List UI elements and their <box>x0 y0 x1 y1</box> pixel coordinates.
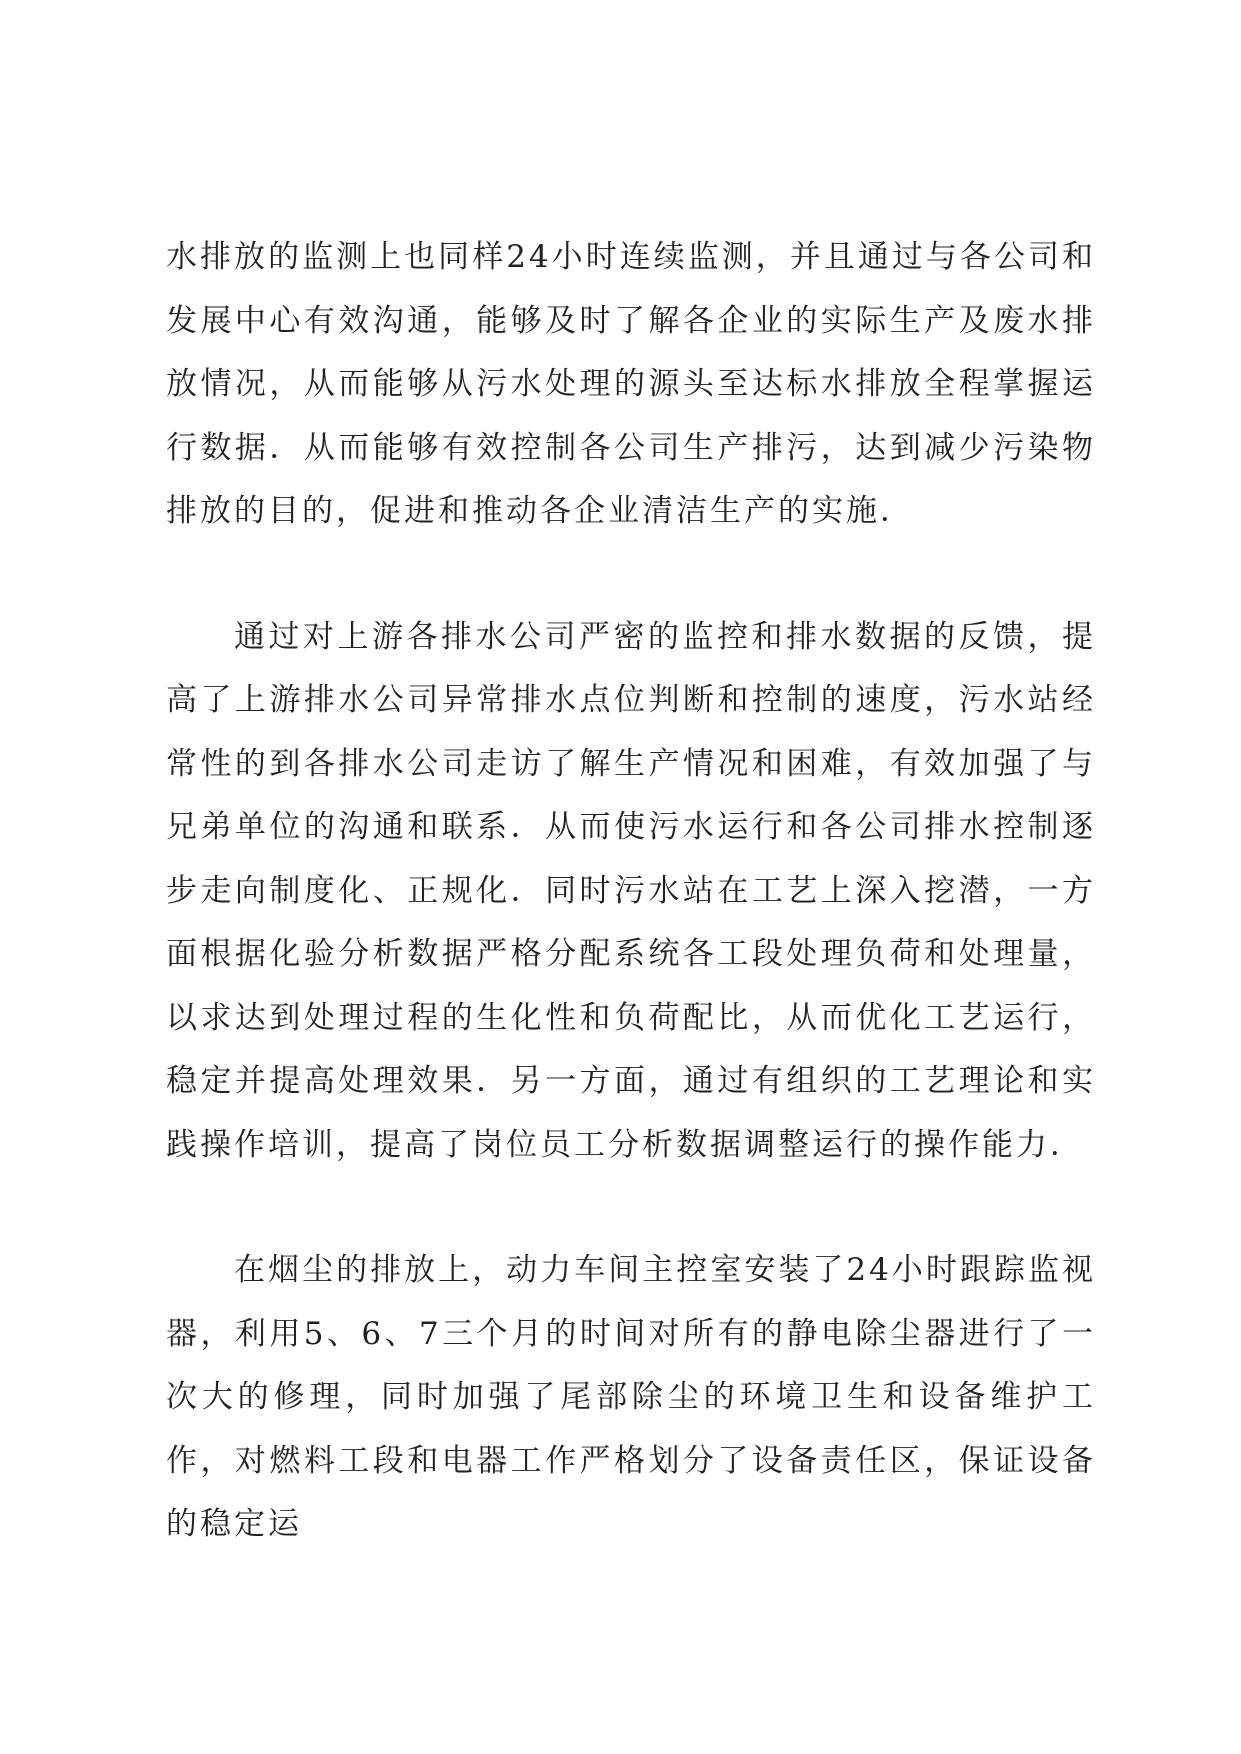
paragraph-dust-emission: 在烟尘的排放上，动力车间主控室安装了24小时跟踪监视器，利用5、6、7三个月的时间对所有的静电除尘器进行了一次大的修理，同时加强了尾部除尘的环境卫生和设备维护工作，对燃料工段和电器工作严格划分了设备责任区，保证设备的稳定运 <box>166 1252 1096 1542</box>
paragraph-wastewater-monitoring: 水排放的监测上也同样24小时连续监测，并且通过与各公司和发展中心有效沟通，能够及时了解各企业的实际生产及废水排放情况，从而能够从污水处理的源头至达标水排放全程掌握运行数据．从而能够有效控制各公司生产排污，达到减少污染物排放的目的，促进和推动各企业清洁生产的实施． <box>166 239 1096 529</box>
document-body <box>166 226 1096 1557</box>
paragraph-upstream-control: 通过对上游各排水公司严密的监控和排水数据的反馈，提高了上游排水公司异常排水点位判断和控制的速度，污水站经常性的到各排水公司走访了解生产情况和困难，有效加强了与兄弟单位的沟通和联系．从而使污水运行和各公司排水控制逐步走向制度化、正规化．同时污水站在工艺上深入挖潜，一方面根据化验分析数据严格分配系统各工段处理负荷和处理量，以求达到处理过程的生化性和负荷配比，从而优化工艺运行，稳定并提高处理效果．另一方面，通过有组织的工艺理论和实践操作培训，提高了岗位员工分析数据调整运行的操作能力． <box>166 618 1096 1163</box>
